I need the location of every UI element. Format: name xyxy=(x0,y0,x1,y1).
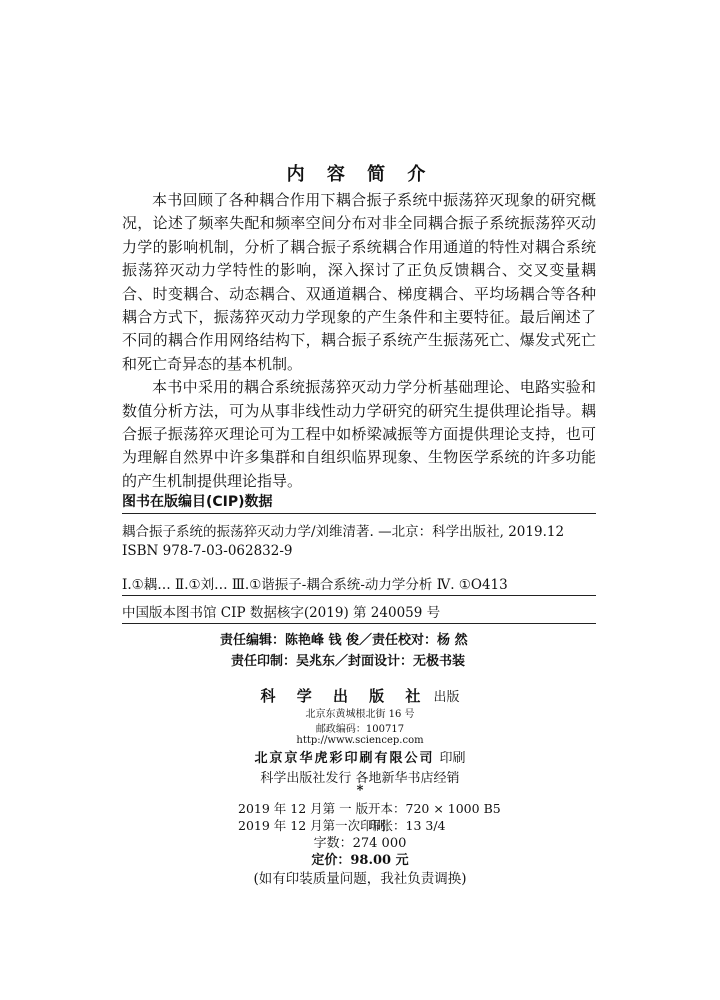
format-info: 开本：720 × 1000 B5 xyxy=(368,801,501,816)
word-count: 字数：274 000 xyxy=(313,836,407,851)
printer-name: 北京京华虎彩印刷有限公司 xyxy=(254,751,435,766)
sheets-info: 印张：13 3/4 xyxy=(368,818,446,833)
cip-mid-rule xyxy=(122,595,596,596)
publisher-address: 北京东黄城根北街 16 号 xyxy=(305,709,415,720)
cip-classification-line: Ⅰ.①耦… Ⅱ.①刘… Ⅲ.①谐振子-耦合系统-动力学分析 Ⅳ. ①O413 xyxy=(122,577,508,593)
cip-top-rule xyxy=(122,513,596,514)
publisher-logotype: 科 学 出 版 社 xyxy=(260,687,429,705)
separator-star: * xyxy=(356,783,364,798)
summary-paragraph-1: 本书回顾了各种耦合作用下耦合振子系统中振荡猝灭现象的研究概况，论述了频率失配和频率空间分布对非全同耦合振子系统振荡猝灭动力学的影响机制，分析了耦合振子系统耦合作用通道的特性对耦合系统振荡猝灭动力学特性的影响，深入探讨了正负反馈耦合、交叉变量耦合、时变耦合、动态耦合、双通道耦合、梯度耦合、平均场耦合等各种耦合方式下，振荡猝灭动力学现象的产生条件和主要特征。最后阐述了不同的耦合作用网络结构下，耦合振子系统产生振荡死亡、爆发式死亡和死亡奇异态的基本机制。 xyxy=(122,191,596,373)
publisher-suffix: 出版 xyxy=(433,690,460,705)
price: 定价：98.00 元 xyxy=(311,853,409,868)
publisher-line xyxy=(0,685,720,706)
printer-suffix: 印刷 xyxy=(439,751,466,766)
summary-title: 内 容 简 介 xyxy=(286,164,434,185)
cip-bottom-rule xyxy=(122,623,596,624)
summary-paragraph-2: 本书中采用的耦合系统振荡猝灭动力学分析基础理论、电路实验和数值分析方法，可为从事非线性动力学研究的研究生提供理论指导。耦合振子振荡猝灭理论可为工程中如桥梁减振等方面提供理论支持，也可为理解自然界中许多集群和自组织临界现象、生物医学系统的许多功能的产生机制提供理论指导。 xyxy=(122,378,596,490)
printer-line xyxy=(0,747,720,766)
editor-credit: 责任编辑：陈艳峰 钱 俊／责任校对：杨 然 xyxy=(220,633,468,648)
edition-info: 2019 年 12 月第 一 版 xyxy=(238,801,369,816)
publisher-url: http://www.sciencep.com xyxy=(296,735,424,746)
cip-heading: 图书在版编目(CIP)数据 xyxy=(122,494,273,510)
summary-body xyxy=(122,189,596,493)
distribution-line: 科学出版社发行 各地新华书店经销 xyxy=(260,771,460,786)
cip-isbn-line: ISBN 978-7-03-062832-9 xyxy=(122,543,293,559)
printing-info: 2019 年 12 月第一次印刷 xyxy=(238,818,386,833)
cip-record-line: 中国版本图书馆 CIP 数据核字(2019) 第 240059 号 xyxy=(122,605,441,621)
quality-notice: (如有印装质量问题，我社负责调换) xyxy=(253,871,467,887)
print-credit: 责任印制：吴兆东／封面设计：无极书装 xyxy=(231,654,466,669)
publisher-postcode: 邮政编码：100717 xyxy=(315,724,405,735)
cip-title-line: 耦合振子系统的振荡猝灭动力学/刘维清著. —北京：科学出版社, 2019.12 xyxy=(122,524,565,540)
